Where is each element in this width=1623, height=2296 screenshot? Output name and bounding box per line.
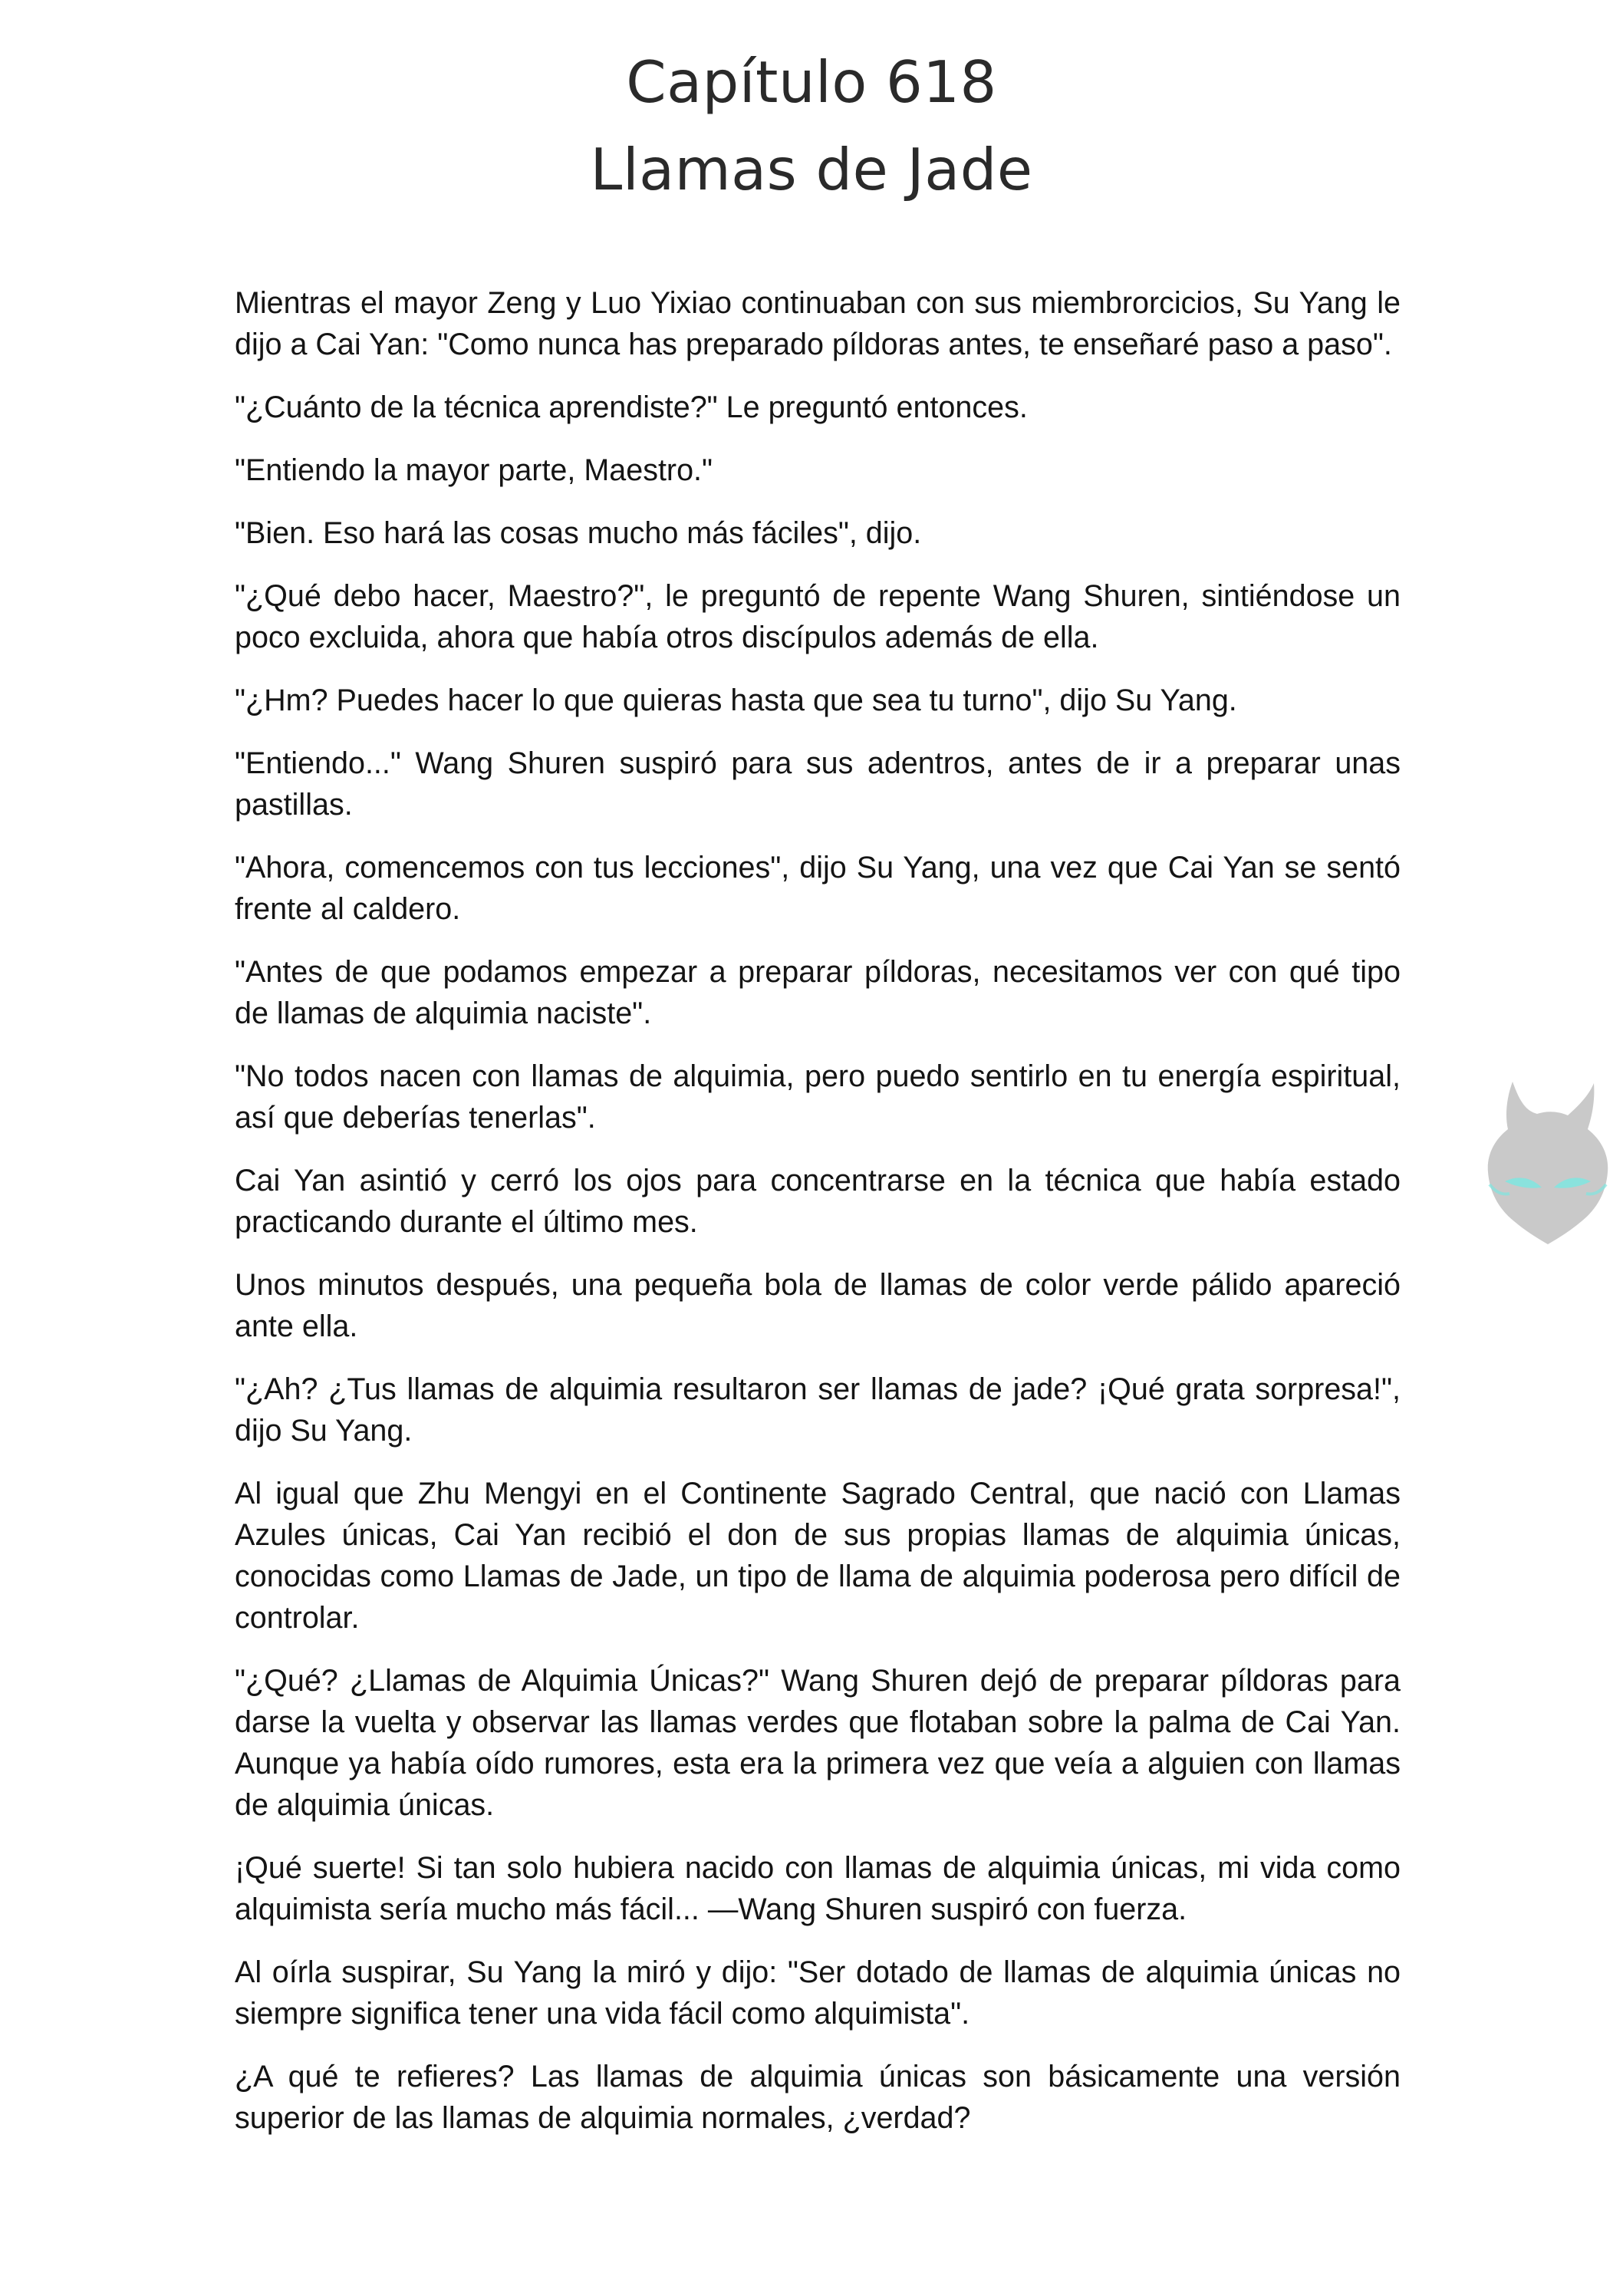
paragraph: "No todos nacen con llamas de alquimia, pero puedo sentirlo en tu energía espiritual, así que deberías tenerlas". xyxy=(235,1059,1401,1135)
paragraph: "Bien. Eso hará las cosas mucho más fáciles", dijo. xyxy=(235,516,922,550)
paragraph: "¿Cuánto de la técnica aprendiste?" Le preguntó entonces. xyxy=(235,390,1028,424)
paragraph: Cai Yan asintió y cerró los ojos para concentrarse en la técnica que había estado practicando durante el último mes. xyxy=(235,1164,1401,1239)
paragraph: Mientras el mayor Zeng y Luo Yixiao continuaban con sus miembrorcicios, Su Yang le dijo a Cai Yan: "Como nunca has preparado píldoras antes, te enseñaré paso a paso". xyxy=(235,286,1401,361)
chapter-subtitle: Llamas de Jade xyxy=(590,136,1033,203)
paragraph: "Antes de que podamos empezar a preparar píldoras, necesitamos ver con qué tipo de llamas de alquimia naciste". xyxy=(235,955,1401,1030)
demon-mask-icon xyxy=(1467,1072,1623,1249)
paragraph: "¿Ah? ¿Tus llamas de alquimia resultaron ser llamas de jade? ¡Qué grata sorpresa!", dijo Su Yang. xyxy=(235,1372,1401,1448)
demon-mask-head xyxy=(1488,1082,1608,1244)
paragraph: ¿A qué te refieres? Las llamas de alquimia únicas son básicamente una versión superior de las llamas de alquimia normales, ¿verdad? xyxy=(235,2060,1401,2135)
paragraph: ¡Qué suerte! Si tan solo hubiera nacido con llamas de alquimia únicas, mi vida como alquimista sería mucho más fácil... —Wang Shuren suspiró con fuerza. xyxy=(235,1851,1401,1926)
paragraph: "¿Qué debo hacer, Maestro?", le preguntó de repente Wang Shuren, sintiéndose un poco excluida, ahora que había otros discípulos además de ella. xyxy=(235,579,1401,654)
paragraph: "Entiendo la mayor parte, Maestro." xyxy=(235,453,713,487)
paragraph: Al oírla suspirar, Su Yang la miró y dijo: "Ser dotado de llamas de alquimia únicas no siempre significa tener una vida fácil como alquimista". xyxy=(235,1955,1401,2031)
chapter-body xyxy=(235,282,1401,2160)
chapter-heading xyxy=(0,38,1623,213)
paragraph: Unos minutos después, una pequeña bola de llamas de color verde pálido apareció ante ella. xyxy=(235,1268,1401,1343)
paragraph: "¿Hm? Puedes hacer lo que quieras hasta que sea tu turno", dijo Su Yang. xyxy=(235,684,1237,717)
paragraph: "¿Qué? ¿Llamas de Alquimia Únicas?" Wang Shuren dejó de preparar píldoras para darse la vuelta y observar las llamas verdes que flotaban sobre la palma de Cai Yan. Aunque ya había oído rumores, esta era la primera vez que veía a alguien con llamas de alquimia únicas. xyxy=(235,1664,1401,1822)
paragraph: "Entiendo..." Wang Shuren suspiró para sus adentros, antes de ir a preparar unas pastillas. xyxy=(235,746,1401,822)
chapter-title: Capítulo 618 xyxy=(626,48,997,116)
paragraph: Al igual que Zhu Mengyi en el Continente Sagrado Central, que nació con Llamas Azules únicas, Cai Yan recibió el don de sus propias llamas de alquimia únicas, conocidas como Llamas de Jade, un tipo de llama de alquimia poderosa pero difícil de controlar. xyxy=(235,1477,1401,1635)
paragraph: "Ahora, comencemos con tus lecciones", dijo Su Yang, una vez que Cai Yan se sentó frente al caldero. xyxy=(235,851,1401,926)
